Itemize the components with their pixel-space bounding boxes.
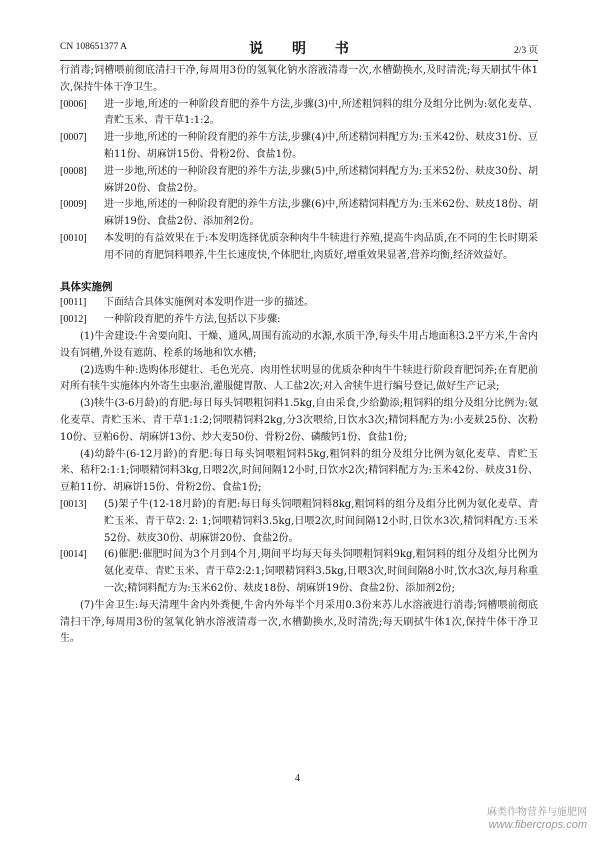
paragraph-text: (6)催肥:催肥时间为3个月到4个月,期间平均每天每头饲喂粗饲料9kg,粗饲料的组分及组分比例为氨化麦草、青贮玉米、青干草2:2:1;饲喂精饲料3.5kg,日喂3次,时间间隔8小时,饮水3次,每月称重一次;精饲料配方为:玉米62份、麸皮18份、胡麻饼19份、食盐2份、添加剂2份; <box>104 549 538 594</box>
document-body <box>60 63 538 648</box>
paragraph-0007 <box>60 130 538 164</box>
step-4-paragraph: (4)幼龄牛(6-12月龄)的育肥:每日每头饲喂粗饲料5kg,粗饲料的组分及组分比例为氨化麦草、青贮玉米、秸秆2:1:1;饲喂精饲料3kg,日喂2次,时间间隔12小时,日饮水2次;精饲料配方为:玉米42份、麸皮31份、豆粕11份、胡麻饼15份、骨粉2份、食盐1份; <box>60 448 538 494</box>
step-3-paragraph: (3)犊牛(3-6月龄)的育肥:每日每头饲喂粗饲料1.5kg,自由采食,少给勤添;粗饲料的组分及组分比例为:氨化麦草、青贮玉米、青干草1:1:2;饲喂精饲料2kg,分3次喂给,日饮水3次;精饲料配方为:小麦麸25份、次粉10份、豆粕6份、胡麻饼13份、炒大麦50份、骨粉2份、磷酸钙1份、食盐1份; <box>60 398 538 443</box>
header-divider <box>60 60 538 61</box>
watermark-site-name: 麻类作物营养与施肥网 <box>487 807 587 818</box>
paragraph-text: 下面结合具体实施例对本发明作进一步的描述。 <box>104 297 314 309</box>
paragraph-number: [0013] <box>60 498 87 510</box>
document-title: 说 明 书 <box>249 41 361 57</box>
paragraph-number: [0014] <box>60 549 87 561</box>
page-indicator: 2/3 页 <box>513 46 538 56</box>
paragraph-0012 <box>60 312 538 329</box>
paragraph-0011 <box>60 295 538 312</box>
step-2-paragraph: (2)选购牛种:选购体形健壮、毛色光亮、肉用性状明显的优质杂种肉牛牛犊进行阶段育肥饲养;在育肥前对所有犊牛实施体内外寄生虫驱治,灌服健胃散、人工盐2次;对入舍犊牛进行编号登记,做好生产记录; <box>60 364 538 393</box>
page-number: 4 <box>295 773 300 784</box>
paragraph-number: [0010] <box>60 232 87 244</box>
step-1-paragraph: (1)牛舍建设:牛舍要向阳、干燥、通风,周围有流动的水源,水质干净,每头牛用占地面积3.2平方米,牛舍内设有饲槽,外设有遮荫、栓系的场地和饮水槽; <box>60 330 538 359</box>
paragraph-number: [0012] <box>60 314 87 326</box>
paragraph-text: 进一步地,所述的一种阶段育肥的养牛方法,步骤(5)中,所述精饲料配方为:玉米52份、麸皮30份、胡麻饼20份、食盐2份。 <box>104 165 538 194</box>
paragraph-text: 进一步地,所述的一种阶段育肥的养牛方法,步骤(4)中,所述精饲料配方为:玉米42份、麸皮31份、豆粕11份、胡麻饼15份、骨粉2份、食盐1份。 <box>104 132 538 160</box>
paragraph-text: 本发明的有益效果在于:本发明选择优质杂种肉牛牛犊进行养殖,提高牛肉品质,在不同的生长时期采用不同的育肥饲料喂养,牛生长速度快,个体肥壮,肉质好,增重效果显著,营养均衡,经济效益好。 <box>104 232 538 261</box>
paragraph-0010 <box>60 231 538 265</box>
paragraph-number: [0007] <box>60 132 87 144</box>
section-heading: 具体实施例 <box>60 280 113 293</box>
paragraph-0013 <box>60 497 538 547</box>
paragraph-number: [0011] <box>60 297 87 309</box>
watermark <box>487 806 587 832</box>
paragraph-0014 <box>60 547 538 597</box>
page-header <box>60 38 538 58</box>
paragraph-0006 <box>60 97 538 131</box>
paragraph-text: 一种阶段育肥的养牛方法,包括以下步骤: <box>104 314 281 326</box>
continuation-paragraph: 行消毒;饲槽喂前彻底清扫干净,每周用3份的氢氧化钠水溶液清毒一次,水槽勤换水,及时清洗;每天刷拭牛体1次,保持牛体干净卫生。 <box>60 65 538 93</box>
paragraph-number: [0006] <box>60 98 87 110</box>
paragraph-text: (5)架子牛(12-18月龄)的育肥:每日每头饲喂粗饲料8kg,粗饲料的组分及组分比例为氨化麦草、青贮玉米、青干草2: 2: 1;饲喂精饲料3.5kg,日喂2次,时间间隔12小时,日饮水3次,精饲料配方:玉米52份、麸皮30份、胡麻饼20份、食盐2份。 <box>104 498 538 544</box>
watermark-url: www.fibercrops.com <box>488 819 587 831</box>
paragraph-number: [0008] <box>60 165 87 177</box>
paragraph-0008 <box>60 164 538 198</box>
step-7-paragraph: (7)牛舍卫生:每天清理牛舍内外粪便,牛舍内外每半个月采用0.3份来苏儿水溶液进行消毒;饲槽喂前彻底清扫干净,每周用3份的氢氧化钠水溶液清毒一次,水槽勤换水,及时清洗;每天刷拭牛体1次,保持牛体干净卫生。 <box>60 599 538 645</box>
paragraph-text: 进一步地,所述的一种阶段育肥的养牛方法,步骤(6)中,所述精饲料配方为:玉米62份、麸皮18份、胡麻饼19份、食盐2份、添加剂2份。 <box>104 199 538 228</box>
paragraph-text: 进一步地,所述的一种阶段育肥的养牛方法,步骤(3)中,所述粗饲料的组分及组分比例为:氨化麦草、青贮玉米、青干草1:1:2。 <box>104 98 538 127</box>
paragraph-0009 <box>60 197 538 231</box>
document-number: CN 108651377 A <box>60 42 128 52</box>
paragraph-number: [0009] <box>60 199 87 211</box>
